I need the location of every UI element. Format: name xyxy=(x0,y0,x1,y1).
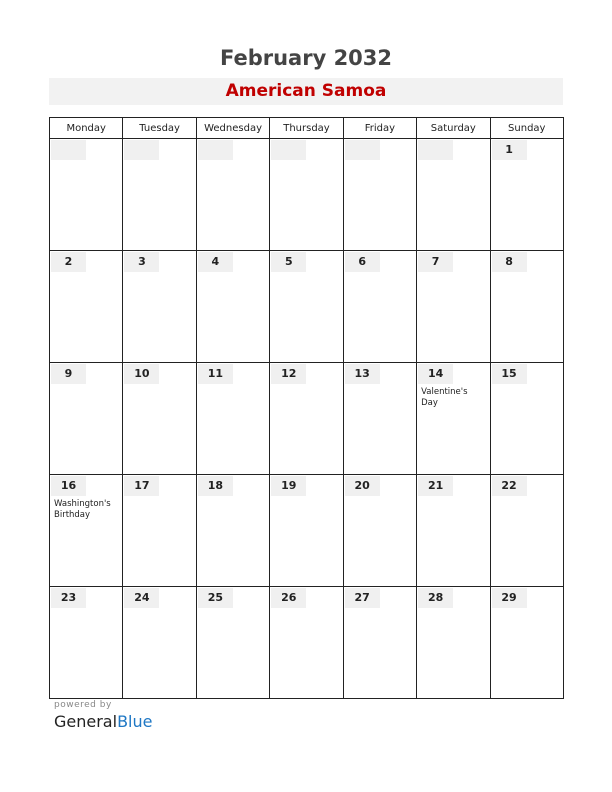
day-number xyxy=(345,140,380,160)
day-cell xyxy=(196,139,269,251)
powered-by-text: powered by xyxy=(54,700,112,710)
day-number: 5 xyxy=(271,252,306,272)
footer xyxy=(54,700,152,731)
calendar-title: February 2032 xyxy=(219,46,393,70)
day-cell xyxy=(343,587,416,699)
day-cell xyxy=(50,475,123,587)
day-number: 8 xyxy=(492,252,527,272)
day-number: 21 xyxy=(418,476,453,496)
day-number: 16 xyxy=(51,476,86,496)
day-number: 17 xyxy=(124,476,159,496)
day-cell xyxy=(123,139,196,251)
region-banner: American Samoa xyxy=(49,78,563,105)
day-cell xyxy=(417,139,490,251)
day-cell xyxy=(490,251,563,363)
day-cell xyxy=(343,363,416,475)
day-number xyxy=(124,140,159,160)
weekday-sunday: Sunday xyxy=(490,118,563,139)
day-number: 12 xyxy=(271,364,306,384)
day-cell xyxy=(343,251,416,363)
day-cell xyxy=(417,251,490,363)
week-row xyxy=(50,475,564,587)
day-cell xyxy=(490,139,563,251)
day-cell xyxy=(50,139,123,251)
day-number: 13 xyxy=(345,364,380,384)
day-cell xyxy=(270,251,343,363)
day-number: 11 xyxy=(198,364,233,384)
day-number: 23 xyxy=(51,588,86,608)
brand-general: General xyxy=(54,712,118,731)
day-number: 15 xyxy=(492,364,527,384)
day-cell xyxy=(343,139,416,251)
weekday-tuesday: Tuesday xyxy=(123,118,196,139)
day-cell xyxy=(343,475,416,587)
weekday-monday: Monday xyxy=(50,118,123,139)
day-number: 10 xyxy=(124,364,159,384)
holiday-label: Washington's Birthday xyxy=(54,499,111,520)
weekday-header-row xyxy=(50,118,564,139)
day-number: 26 xyxy=(271,588,306,608)
week-row xyxy=(50,139,564,251)
day-number: 29 xyxy=(492,588,527,608)
weekday-thursday: Thursday xyxy=(270,118,343,139)
day-number: 4 xyxy=(198,252,233,272)
brand-logo xyxy=(54,712,152,731)
week-row xyxy=(50,587,564,699)
day-cell xyxy=(196,475,269,587)
day-cell xyxy=(50,363,123,475)
day-cell xyxy=(270,587,343,699)
day-cell xyxy=(490,363,563,475)
day-number: 20 xyxy=(345,476,380,496)
day-cell xyxy=(196,251,269,363)
day-cell xyxy=(196,363,269,475)
holiday-label: Valentine's Day xyxy=(421,387,468,408)
week-row xyxy=(50,363,564,475)
day-cell xyxy=(490,587,563,699)
day-number: 19 xyxy=(271,476,306,496)
day-number: 7 xyxy=(418,252,453,272)
day-cell xyxy=(123,363,196,475)
day-number: 18 xyxy=(198,476,233,496)
day-number: 24 xyxy=(124,588,159,608)
day-number: 1 xyxy=(492,140,527,160)
day-cell xyxy=(417,475,490,587)
day-cell xyxy=(270,475,343,587)
day-number: 22 xyxy=(492,476,527,496)
weekday-friday: Friday xyxy=(343,118,416,139)
day-number: 28 xyxy=(418,588,453,608)
day-cell xyxy=(490,475,563,587)
day-cell xyxy=(270,363,343,475)
day-number xyxy=(198,140,233,160)
day-cell xyxy=(50,251,123,363)
day-number: 6 xyxy=(345,252,380,272)
weekday-saturday: Saturday xyxy=(417,118,490,139)
weekday-wednesday: Wednesday xyxy=(196,118,269,139)
day-number: 27 xyxy=(345,588,380,608)
day-number xyxy=(51,140,86,160)
day-cell xyxy=(417,587,490,699)
day-number xyxy=(271,140,306,160)
brand-blue: Blue xyxy=(117,712,153,731)
day-number: 3 xyxy=(124,252,159,272)
day-cell xyxy=(123,475,196,587)
day-cell xyxy=(123,251,196,363)
day-number: 25 xyxy=(198,588,233,608)
day-number xyxy=(418,140,453,160)
week-row xyxy=(50,251,564,363)
day-number: 9 xyxy=(51,364,86,384)
day-cell xyxy=(196,587,269,699)
day-cell xyxy=(123,587,196,699)
calendar-grid xyxy=(49,117,564,699)
day-cell xyxy=(50,587,123,699)
day-cell xyxy=(270,139,343,251)
day-cell xyxy=(417,363,490,475)
day-number: 14 xyxy=(418,364,453,384)
day-number: 2 xyxy=(51,252,86,272)
